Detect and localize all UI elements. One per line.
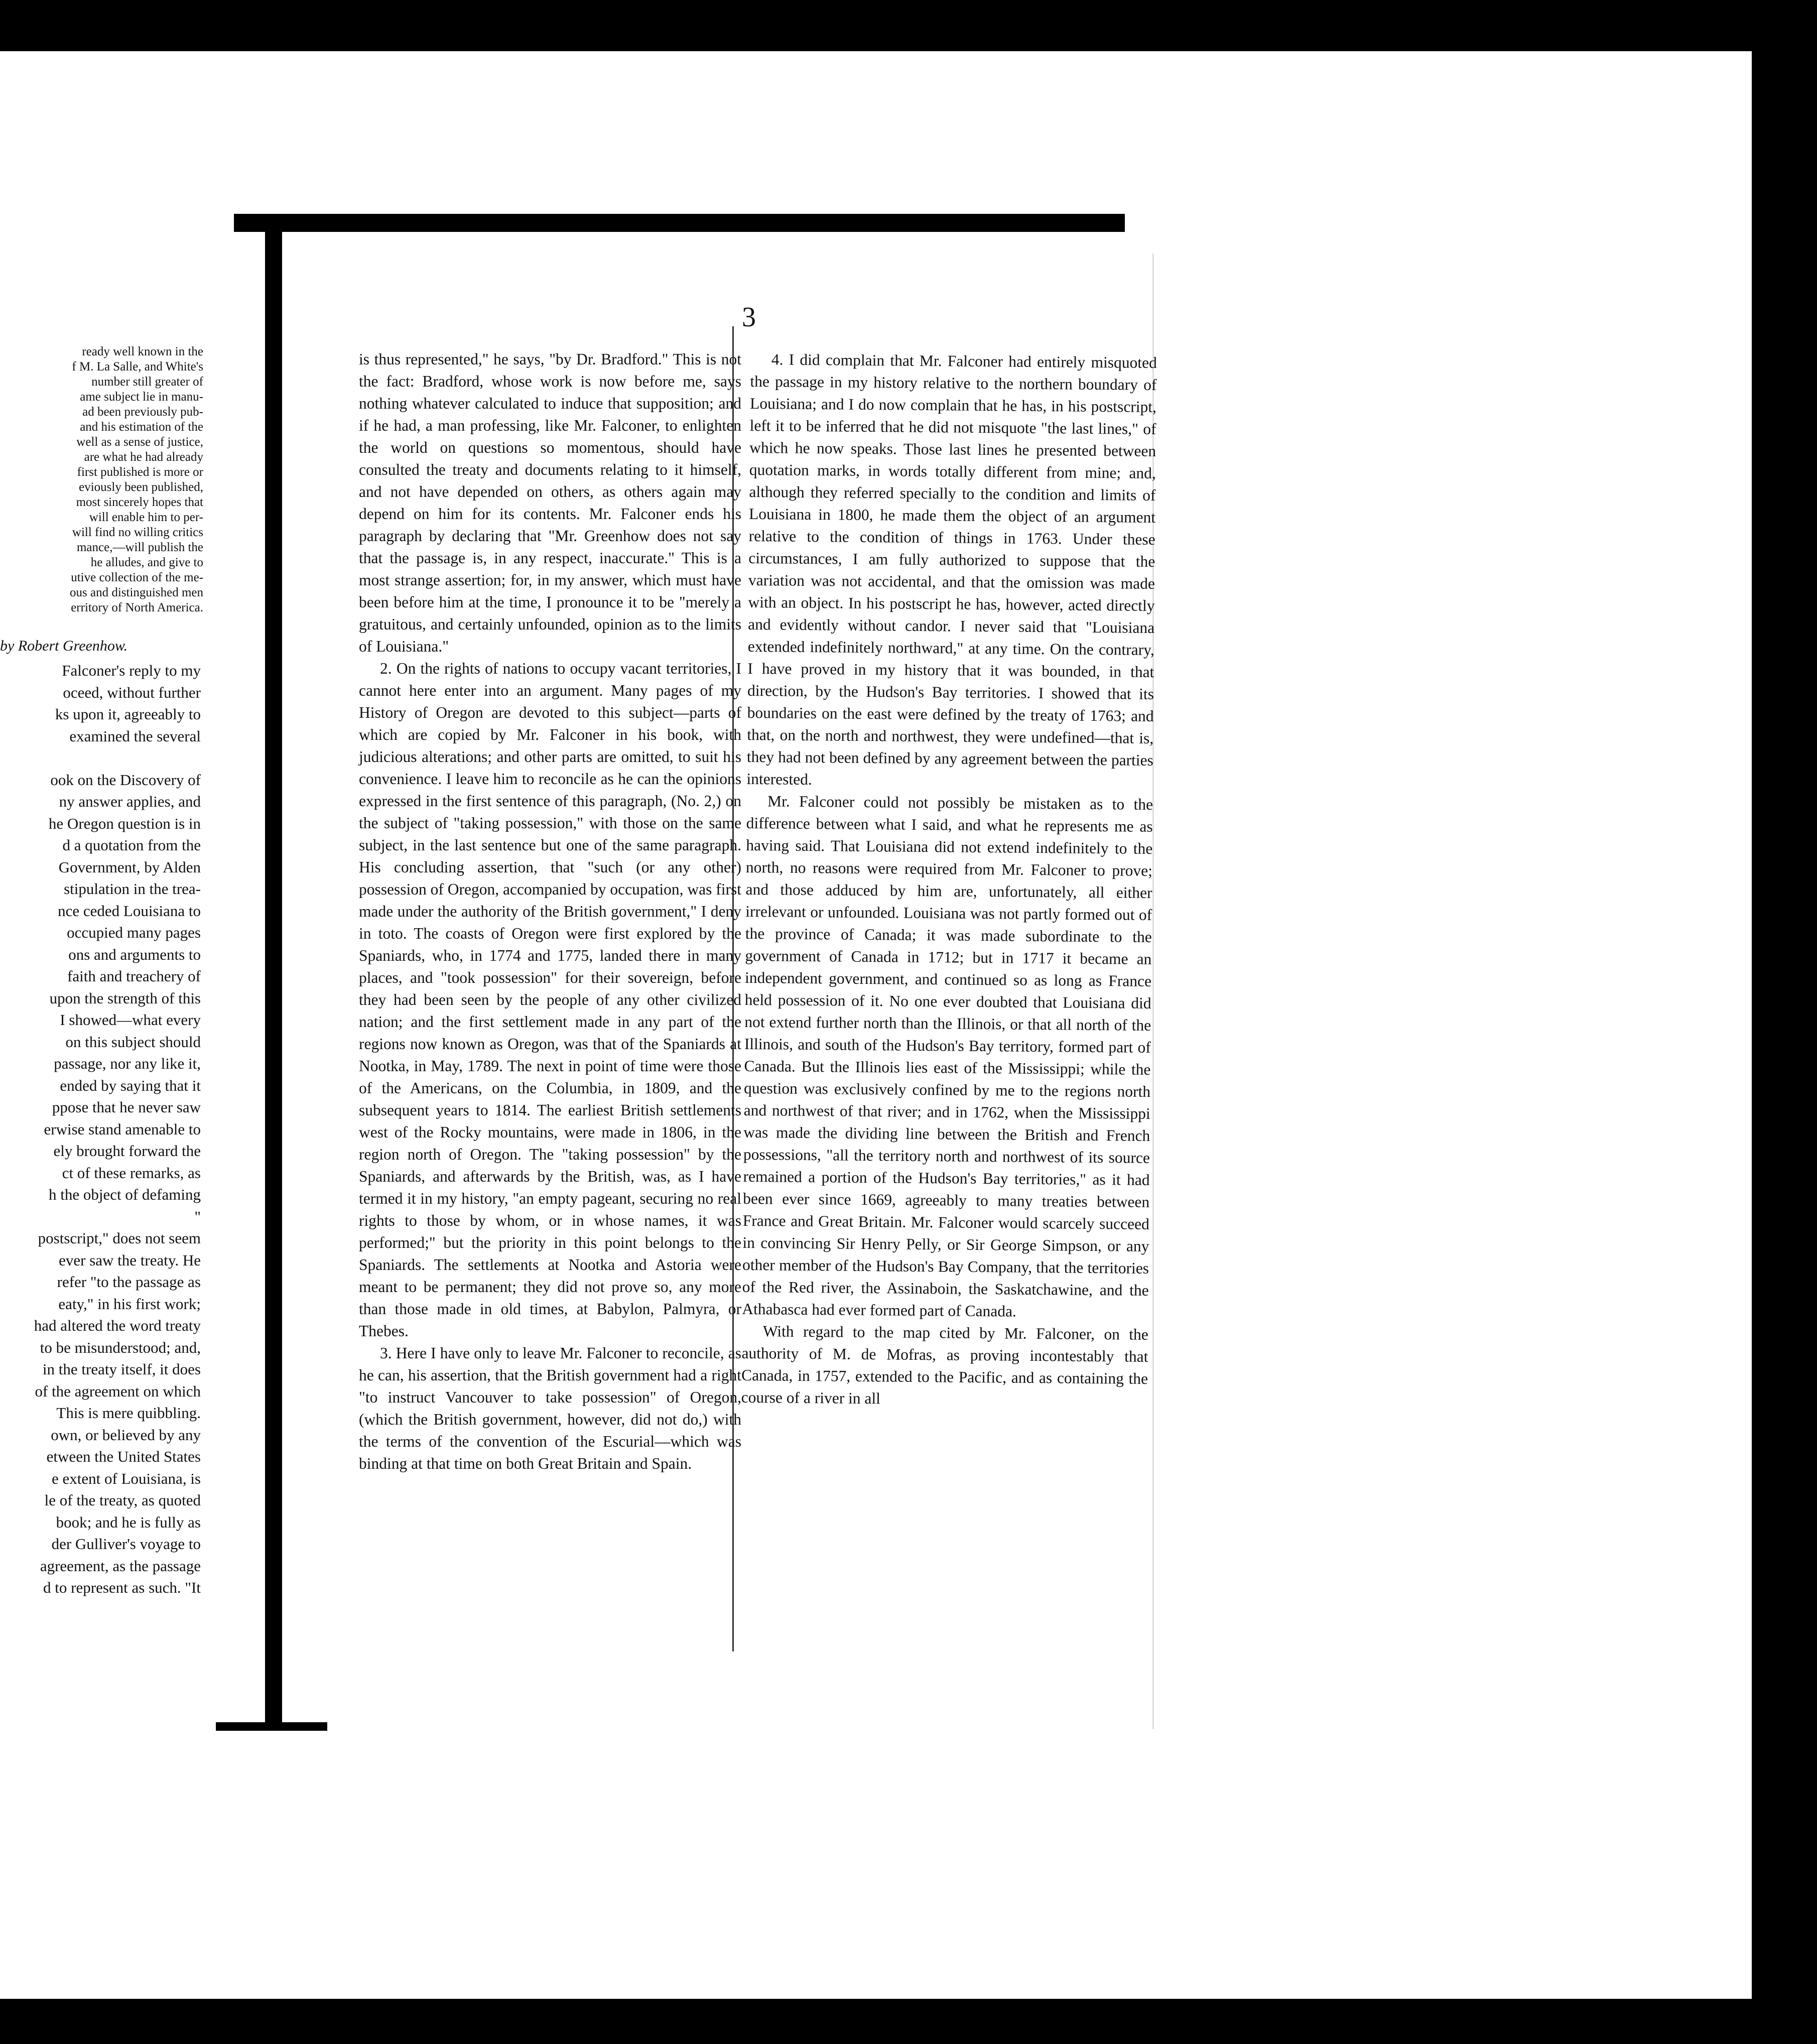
page-clamp-bar: [265, 225, 282, 1726]
body-line: stipulation in the trea-: [64, 880, 201, 898]
fine-print-line: ad been previously pub-: [82, 405, 203, 419]
fine-print-line: ame subject lie in manu-: [80, 390, 203, 404]
paragraph: is thus represented," he says, "by Dr. Bradford." This is not the fact: Bradford, whose work is now before me, says nothing whatever calculated to induce that supposition; and if he had, a man professing, like Mr. Falconer, to enlighten the world on questions so momentous, should have consulted the treaty and documents relating to it himself, and not have depended on others, as others again may depend on him for its contents. Mr. Falconer ends his paragraph by declaring that "Mr. Greenhow does not say that the passage is, in any respect, inaccurate." This is a most strange assertion; for, in my answer, which must have been before him at the time, I pronounce it to be "merely a gratuitous, and certainly unfounded, opinion as to the limits of Louisiana.": [359, 350, 741, 655]
body-line: Government, by Alden: [58, 858, 201, 876]
body-line: nce ceded Louisiana to: [58, 902, 201, 920]
body-line: [0, 747, 201, 769]
fine-print-line: he alludes, and give to: [90, 556, 203, 569]
body-line: upon the strength of this: [49, 989, 201, 1007]
body-line: ended by saying that it: [60, 1076, 201, 1094]
body-line: examined the several: [69, 727, 201, 745]
body-line: This is mere quibbling.: [56, 1404, 201, 1422]
fine-print-line: most sincerely hopes that: [76, 495, 203, 509]
body-line: d to represent as such. "It: [43, 1579, 201, 1596]
body-line: to be misunderstood; and,: [40, 1338, 201, 1356]
scan-border: [1752, 75, 1761, 1983]
fine-print-line: erritory of North America.: [71, 601, 203, 614]
paragraph: 3. Here I have only to leave Mr. Falconer to reconcile, as he can, his assertion, that the British government had a right "to instruct Vancouver to take possession" of Oregon, (which the British government, however, did not do,) with the terms of the convention of the Escurial—which was binding at that time on both Great Britain and Spain.: [359, 1344, 741, 1472]
page-clamp-top: [234, 214, 1125, 232]
body-line: ons and arguments to: [68, 945, 201, 963]
body-line: had altered the word treaty: [34, 1317, 201, 1334]
body-line: ely brought forward the: [53, 1142, 201, 1160]
fine-print-line: will find no willing critics: [72, 526, 203, 539]
paragraph: Mr. Falconer could not possibly be mistaken as to the difference between what I said, and what he represents me as having said. That Louisiana did not extend indefinitely to the north, no reasons were required from Mr. Falconer to prove; and those adduced by him are, unfortunately, all either irrelevant or unfounded. Louisiana was not partly formed out of the province of Canada; it was made subordinate to the government of Canada in 1712; but in 1717 it became an independent government, and continued so as long as France held possession of it. No one ever doubted that Louisiana did not extend further north than the Illinois, or that all north of the Illinois, and south of the Hudson's Bay territory, formed part of Canada. But the Illinois lies east of the Mississippi; while the question was exclusively confined by me to the regions north and northwest of that river; and in 1762, when the Mississippi was made the dividing line between the British and French possessions, "all the territory north and northwest of its source remained a portion of the Hudson's Bay territories," as it had been ever since 1669, agreeably to many treaties between France and Great Britain. Mr. Falconer would scarcely succeed in convincing Sir Henry Pelly, or Sir George Simpson, or any other member of the Hudson's Bay Company, that the territories of the Red river, the Assinaboin, the Saskatchawine, and the Athabasca had ever formed part of Canada.: [742, 792, 1153, 1320]
body-line: le of the treaty, as quoted: [44, 1491, 201, 1509]
body-line: erwise stand amenable to: [44, 1120, 201, 1138]
paragraph: 2. On the rights of nations to occupy vacant territories, I cannot here enter into an argument. Many pages of my History of Oregon are devoted to this subject—parts of which are copied by Mr. Falconer in his book, with judicious alterations; and other parts are omitted, to suit his convenience. I leave him to reconcile as he can the opinions expressed in the first sentence of this paragraph, (No. 2,) on the subject of "taking possession," with those on the same subject, in the last sentence but one of the same paragraph. His concluding assertion, that "such (or any other) possession of Oregon, accompanied by occupation, was first made under the authority of the British government," I deny in toto. The coasts of Oregon were first explored by the Spaniards, who, in 1774 and 1775, landed there in many places, and "took possession" for their sovereign, before they had been seen by the people of any other civilized nation; and the first settlement made in any part of the regions now known as Oregon, was that of the Spaniards at Nootka, in May, 1789. The next in point of time were those of the Americans, on the Columbia, in 1809, and the subsequent years to 1814. The earliest British settlements west of the Rocky mountains, were made in 1806, in the region north of Oregon. The "taking possession" by the Spaniards, and afterwards by the British, was, as I have termed it in my history, "an empty pageant, securing no real rights to those by whom, or in whose names, it was performed;" but the priority in this point belongs to the Spaniards. The settlements at Nootka and Astoria were meant to be permanent; they did not prove so, any more than those made in old times, at Babylon, Palmyra, or Thebes.: [359, 660, 741, 1340]
fine-print-line: are what he had already: [84, 450, 203, 464]
fine-print-line: ous and distinguished men: [70, 586, 203, 599]
fine-print-line: utive collection of the me-: [71, 571, 203, 584]
body-line: own, or believed by any: [51, 1426, 201, 1444]
previous-page-body: [0, 660, 201, 1599]
body-line: ever saw the treaty. He: [59, 1251, 201, 1269]
body-line: faith and treachery of: [67, 967, 201, 985]
body-line: he Oregon question is in: [48, 814, 201, 832]
body-line: in the treaty itself, it does: [42, 1360, 201, 1378]
fine-print-line: well as a sense of justice,: [76, 435, 203, 449]
fine-print-line: number still greater of: [91, 375, 203, 389]
paragraph: 4. I did complain that Mr. Falconer had entirely misquoted the passage in my history relative to the northern boundary of Louisiana; and I do now complain that he has, in his postscript, left it to be inferred that he did not misquote "the last lines," of which he now speaks. Those last lines he presented between quotation marks, in words totally different from mine; and, although they referred specially to the condition and limits of Louisiana in 1800, he made them the object of an argument relative to the condition of things in 1763. Under these circumstances, I am fully authorized to suppose that the variation was not accidental, and that the omission was made with an object. In his postscript he has, however, acted directly and evidently without candor. I never said that "Louisiana extended indefinitely northward," at any time. On the contrary, I have proved in my history that it was bounded, in that direction, by the Hudson's Bay territories. I showed that its boundaries on the east were defined by the treaty of 1763; and that, on the north and northwest, they were undefined—that is, they had not been defined by any agreement between the parties interested.: [746, 350, 1157, 789]
body-line: h the object of defaming: [48, 1186, 201, 1203]
body-line: etween the United States: [46, 1448, 201, 1465]
fine-print-line: eviously been published,: [79, 480, 203, 494]
fine-print-line: will enable him to per-: [89, 510, 203, 524]
body-line: ook on the Discovery of: [50, 771, 201, 789]
fine-print-line: and his estimation of the: [80, 420, 203, 434]
body-line: oceed, without further: [63, 683, 201, 701]
fine-print-line: f M. La Salle, and White's: [72, 360, 203, 373]
body-line: der Gulliver's voyage to: [51, 1535, 201, 1553]
body-line: ": [194, 1207, 201, 1225]
fine-print-line: ready well known in the: [82, 345, 203, 358]
left-column: [359, 348, 741, 1475]
body-line: ct of these remarks, as: [62, 1164, 201, 1182]
fine-print-line: first published is more or: [77, 465, 203, 479]
body-line: d a quotation from the: [62, 836, 201, 854]
body-line: refer "to the passage as: [57, 1273, 201, 1291]
body-line: I showed—what every: [60, 1011, 201, 1029]
body-line: e extent of Louisiana, is: [52, 1469, 201, 1487]
body-line: of the agreement on which: [35, 1382, 201, 1400]
byline: by Robert Greenhow.: [0, 637, 128, 654]
body-line: Falconer's reply to my: [62, 662, 201, 679]
right-column: [741, 348, 1157, 1412]
body-line: ppose that he never saw: [52, 1098, 201, 1116]
body-line: postscript," does not seem: [38, 1229, 201, 1247]
page-clamp-bottom: [216, 1722, 327, 1731]
body-line: on this subject should: [65, 1033, 201, 1051]
page-number: 3: [742, 302, 756, 333]
paragraph: With regard to the map cited by Mr. Falconer, on the authority of M. de Mofras, as proving incontestably that Canada, in 1757, extended to the Pacific, and as containing the course of a river in all: [741, 1322, 1149, 1408]
body-line: agreement, as the passage: [40, 1557, 201, 1575]
body-line: book; and he is fully as: [56, 1513, 201, 1531]
body-line: occupied many pages: [67, 924, 201, 941]
previous-page-fine-print: [0, 344, 203, 615]
fine-print-line: mance,—will publish the: [76, 541, 203, 554]
body-line: eaty," in his first work;: [58, 1295, 201, 1313]
body-line: passage, nor any like it,: [54, 1055, 201, 1072]
body-line: ny answer applies, and: [59, 793, 201, 810]
body-line: ks upon it, agreeably to: [55, 705, 201, 723]
